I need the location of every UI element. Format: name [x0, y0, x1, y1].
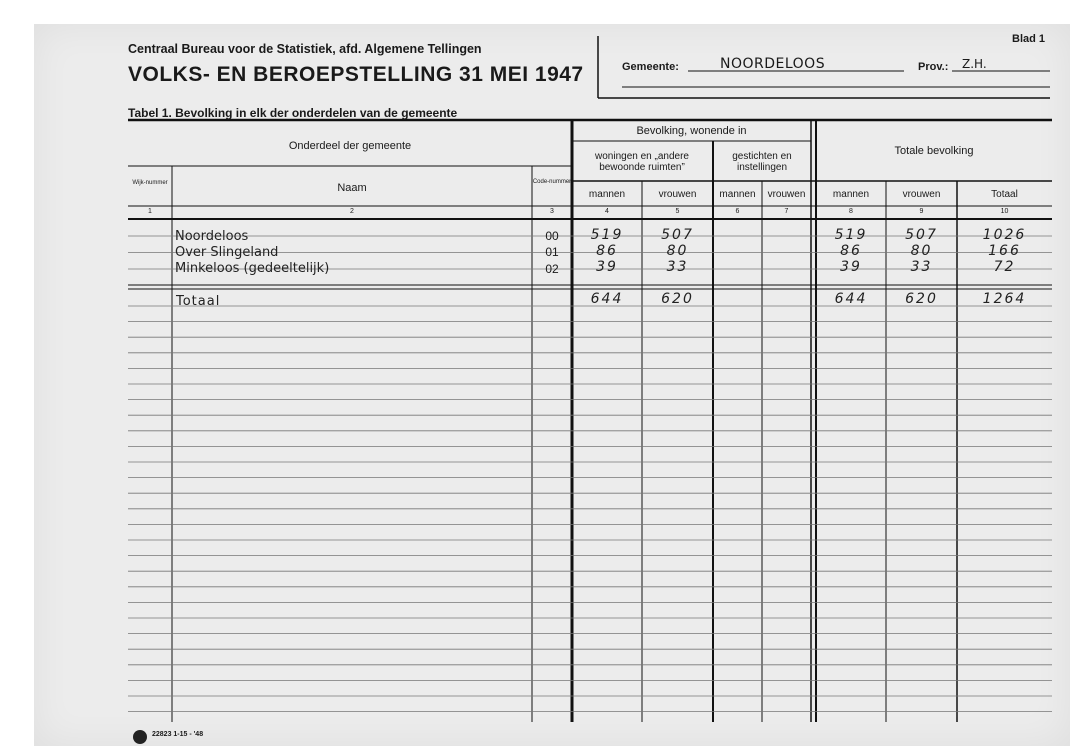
- form-title: VOLKS- EN BEROEPSTELLING 31 MEI 1947: [128, 63, 584, 86]
- row-code[interactable]: 02: [545, 262, 559, 276]
- col-code: Code-nummer: [532, 179, 572, 185]
- col-g-mannen: mannen: [719, 189, 756, 200]
- col-bevolking-wonende: Bevolking, wonende in: [636, 125, 747, 137]
- row-naam[interactable]: Over Slingeland: [175, 245, 279, 260]
- col-g-vrouwen: vrouwen: [767, 189, 806, 200]
- col-t-mannen: mannen: [832, 189, 870, 200]
- gemeente-label: Gemeente:: [622, 61, 679, 73]
- total-label: Totaal: [176, 294, 221, 309]
- row-t-vrouwen[interactable]: 507: [905, 227, 938, 243]
- prov-value[interactable]: Z.H.: [962, 57, 987, 71]
- col-onderdeel: Onderdeel der gemeente: [288, 140, 412, 152]
- form-code: 22823 1-15 - '48: [152, 731, 204, 738]
- total-w-vrouwen[interactable]: 620: [661, 291, 694, 307]
- row-naam[interactable]: Noordeloos: [175, 229, 249, 244]
- col-number: 5: [675, 208, 680, 215]
- row-naam[interactable]: Minkeloos (gedeeltelijk): [175, 261, 330, 276]
- total-w-mannen[interactable]: 644: [590, 291, 624, 307]
- row-w-mannen[interactable]: 519: [590, 227, 624, 243]
- col-number: 10: [1000, 208, 1009, 215]
- col-number: 2: [350, 208, 354, 215]
- row-totaal[interactable]: 1026: [982, 227, 1027, 243]
- col-woningen: woningen en „andere bewoonde ruimten”: [595, 151, 689, 173]
- row-t-vrouwen[interactable]: 80: [910, 243, 933, 259]
- row-code[interactable]: 01: [545, 245, 559, 259]
- col-number: 7: [784, 208, 789, 215]
- row-totaal[interactable]: 166: [988, 243, 1021, 259]
- col-number: 4: [605, 208, 609, 215]
- col-t-vrouwen: vrouwen: [902, 189, 941, 200]
- row-w-mannen[interactable]: 86: [596, 243, 618, 259]
- col-wijk: Wijk-nummer: [132, 180, 168, 186]
- col-w-vrouwen: vrouwen: [658, 189, 697, 200]
- total-totaal[interactable]: 1264: [982, 291, 1027, 307]
- col-number: 3: [550, 208, 554, 215]
- col-gestichten: gestichten en instellingen: [732, 151, 792, 173]
- total-t-mannen[interactable]: 644: [834, 291, 868, 307]
- row-code[interactable]: 00: [545, 229, 559, 243]
- row-w-mannen[interactable]: 39: [596, 259, 618, 275]
- row-w-vrouwen[interactable]: 507: [661, 227, 694, 243]
- row-totaal[interactable]: 72: [993, 259, 1016, 275]
- prov-label: Prov.:: [918, 61, 949, 73]
- col-w-mannen: mannen: [588, 189, 626, 200]
- col-totale-bevolking: Totale bevolking: [894, 145, 974, 157]
- printer-logo-icon: [133, 730, 147, 744]
- row-t-mannen[interactable]: 519: [834, 227, 868, 243]
- table-title: Tabel 1. Bevolking in elk der onderdelen van de gemeente: [128, 106, 458, 120]
- row-t-vrouwen[interactable]: 33: [910, 259, 933, 275]
- total-t-vrouwen[interactable]: 620: [905, 291, 938, 307]
- row-w-vrouwen[interactable]: 80: [666, 243, 689, 259]
- col-number: 9: [919, 208, 924, 215]
- row-t-mannen[interactable]: 39: [840, 259, 862, 275]
- col-number: 6: [735, 208, 740, 215]
- col-totaal: Totaal: [991, 189, 1018, 200]
- col-number: 8: [849, 208, 853, 215]
- sheet-number: Blad 1: [1012, 33, 1046, 45]
- col-number: 1: [148, 208, 152, 215]
- row-w-vrouwen[interactable]: 33: [666, 259, 689, 275]
- bureau-name: Centraal Bureau voor de Statistiek, afd. Algemene Tellingen: [128, 42, 482, 56]
- col-naam: Naam: [337, 182, 367, 194]
- row-t-mannen[interactable]: 86: [840, 243, 862, 259]
- gemeente-value[interactable]: NOORDELOOS: [720, 56, 826, 72]
